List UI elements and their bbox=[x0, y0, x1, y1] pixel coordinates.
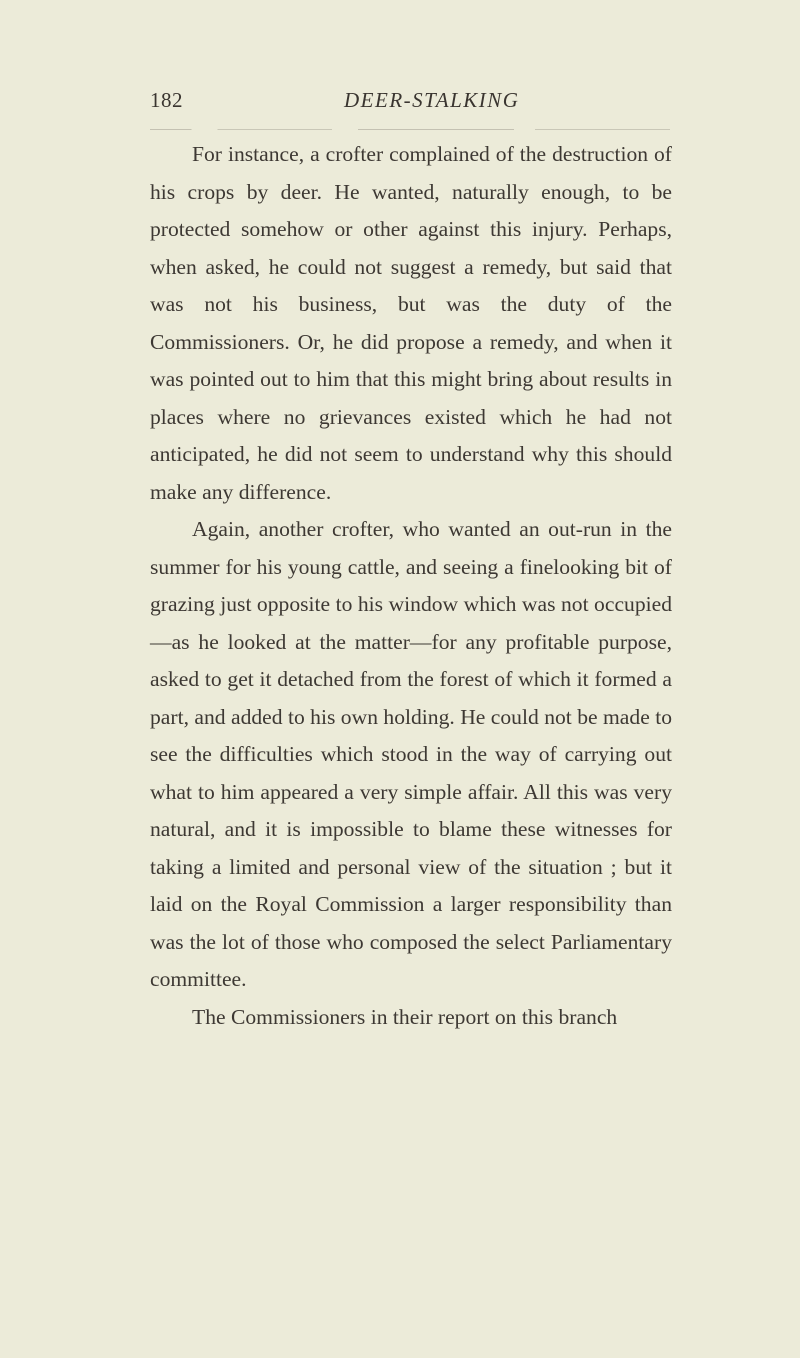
running-title: DEER-STALKING bbox=[344, 88, 520, 112]
paragraph-3: The Commissioners in their report on this branch bbox=[192, 1004, 618, 1029]
paragraph-1: For instance, a crofter complained of the destruction of his crops by deer. He wanted, naturally enough, to be protected somehow or other against this injury. Perhaps, when asked, he could not suggest a remedy, but said that was not his business, but was the duty of the Commissioners. Or, he did propose a remedy, and when it was pointed out to him that this might bring about results in places where no grievances existed which he had not anticipated, he did not seem to understand why this should make any difference. bbox=[150, 142, 672, 504]
paragraph-2: Again, another crofter, who wanted an out-run in the summer for his young cattle, and seeing a finelooking bit of grazing just opposite to his window which was not occupied—as he looked at the matter—for any profitable purpose, asked to get it detached from the forest of which it formed a part, and added to his own holding. He could not be made to see the difficulties which stood in the way of carrying out what to him appeared a very simple affair. All this was very natural, and it is impossible to blame these witnesses for taking a limited and personal view of the situation ; but it laid on the Royal Commission a larger responsibility than was the lot of those who composed the select Parliamentary committee. bbox=[150, 517, 672, 991]
body-text bbox=[150, 136, 672, 1036]
page-number: 182 bbox=[150, 88, 183, 112]
running-head bbox=[150, 88, 670, 118]
header-rule bbox=[150, 129, 670, 130]
